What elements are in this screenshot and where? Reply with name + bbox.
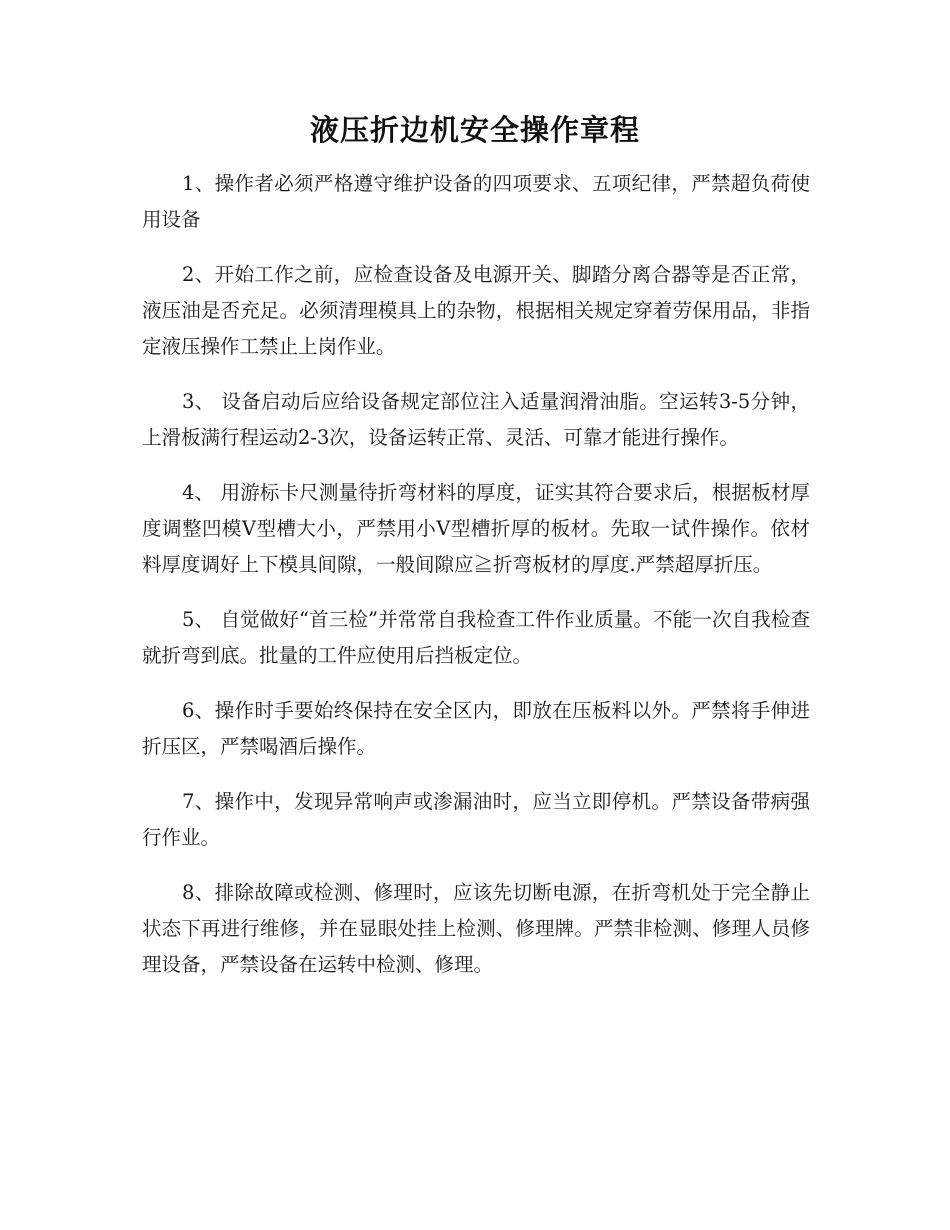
rule-paragraph-3: 3、 设备启动后应给设备规定部位注入适量润滑油脂。空运转3-5分钟，上滑板满行程运动2-3次，设备运转正常、灵活、可靠才能进行操作。 [142,390,810,449]
rule-paragraph-2: 2、开始工作之前，应检查设备及电源开关、脚踏分离合器等是否正常，液压油是否充足。必须清理模具上的杂物，根据相关规定穿着劳保用品，非指定液压操作工禁止上岗作业。 [142,263,810,358]
rule-paragraph-5: 5、 自觉做好“首三检”并常常自我检查工件作业质量。不能一次自我检查就折弯到底。批量的工件应使用后挡板定位。 [142,608,810,667]
rule-paragraph-6: 6、操作时手要始终保持在安全区内，即放在压板料以外。严禁将手伸进折压区，严禁喝酒后操作。 [142,699,810,758]
rule-paragraph-1: 1、操作者必须严格遵守维护设备的四项要求、五项纪律，严禁超负荷使用设备 [142,172,810,231]
rule-paragraph-8: 8、排除故障或检测、修理时，应该先切断电源，在折弯机处于完全静止状态下再进行维修，并在显眼处挂上检测、修理牌。严禁非检测、修理人员修理设备，严禁设备在运转中检测、修理。 [142,881,810,976]
rule-paragraph-7: 7、操作中，发现异常响声或渗漏油时，应当立即停机。严禁设备带病强行作业。 [142,790,810,849]
rule-paragraph-4: 4、 用游标卡尺测量待折弯材料的厚度，证实其符合要求后，根据板材厚度调整凹模V型槽大小，严禁用小V型槽折厚的板材。先取一试件操作。依材料厚度调好上下模具间隙，一般间隙应≧折弯板材的厚度.严禁超厚折压。 [142,481,810,576]
document-title: 液压折边机安全操作章程 [309,113,640,147]
document-body [142,166,810,1002]
